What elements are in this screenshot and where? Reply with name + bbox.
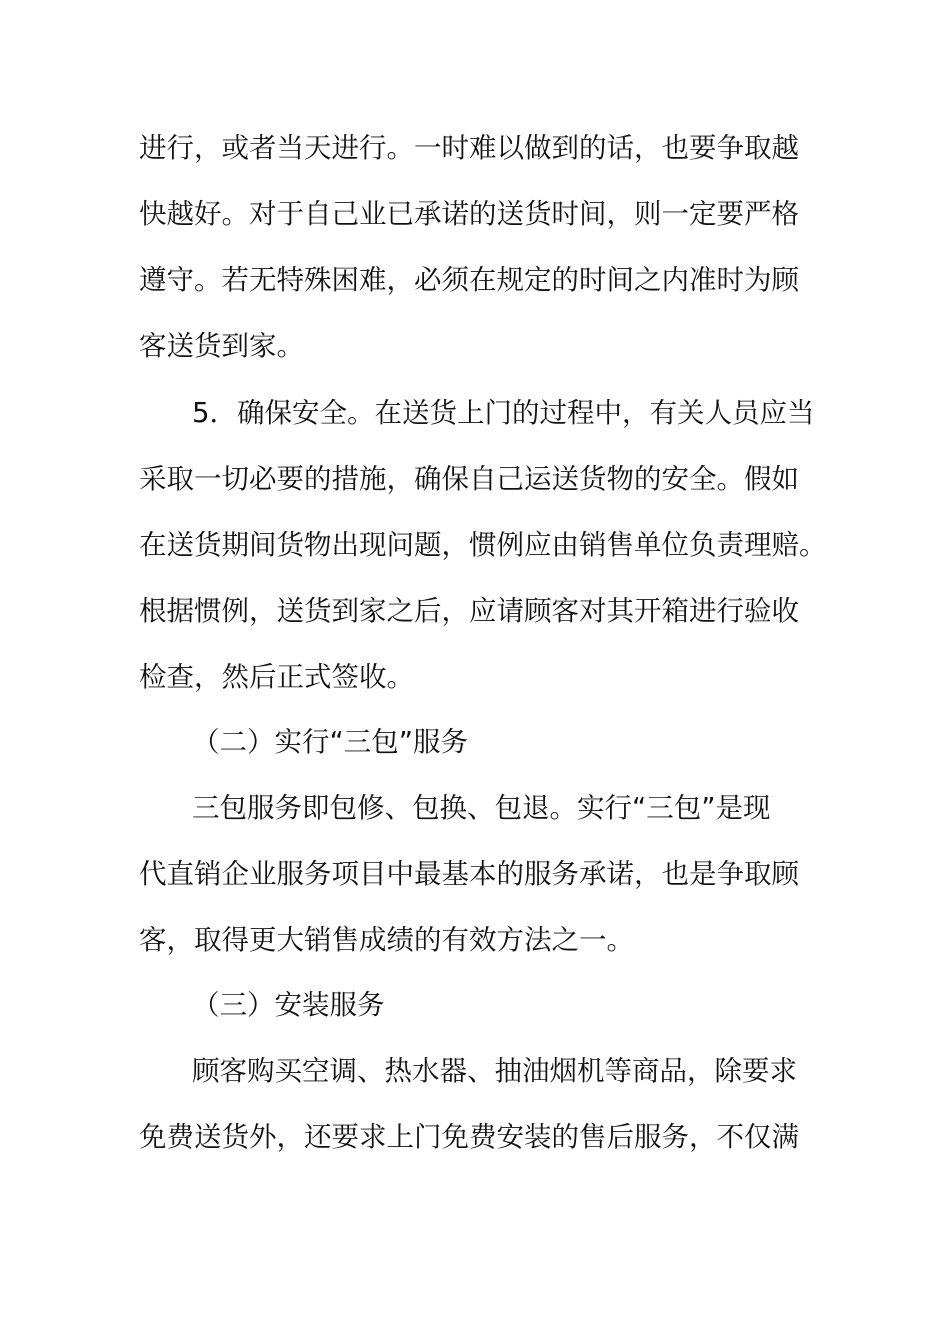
body-text-line: 采取一切必要的措施，确保自己运送货物的安全。假如 — [139, 463, 799, 495]
section-heading: （二）实行“三包”服务 — [192, 726, 468, 758]
body-text-line: 免费送货外，还要求上门免费安装的售后服务，不仅满 — [139, 1121, 799, 1153]
body-text-line: 代直销企业服务项目中最基本的服务承诺，也是争取顾 — [139, 858, 799, 890]
body-text-line: 快越好。对于自己业已承诺的送货时间，则一定要严格 — [139, 198, 799, 230]
body-text-line: 客，取得更大销售成绩的有效方法之一。 — [139, 924, 634, 956]
body-text-line: 在送货期间货物出现问题，惯例应由销售单位负责理赔。 — [139, 529, 827, 561]
body-text-line: 进行，或者当天进行。一时难以做到的话，也要争取越 — [139, 132, 799, 164]
list-item-text: 5．确保安全。在送货上门的过程中，有关人员应当 — [192, 397, 815, 429]
paragraph-first-line: 三包服务即包修、包换、包退。实行“三包”是现 — [192, 792, 771, 824]
paragraph-first-line: 顾客购买空调、热水器、抽油烟机等商品，除要求 — [192, 1055, 797, 1087]
body-text-line: 根据惯例，送货到家之后，应请顾客对其开箱进行验收 — [139, 595, 799, 627]
body-text-line: 检查，然后正式签收。 — [139, 661, 414, 693]
section-heading: （三）安装服务 — [192, 989, 385, 1021]
body-text-line: 客送货到家。 — [139, 330, 304, 362]
body-text-line: 遵守。若无特殊困难，必须在规定的时间之内准时为顾 — [139, 264, 799, 296]
